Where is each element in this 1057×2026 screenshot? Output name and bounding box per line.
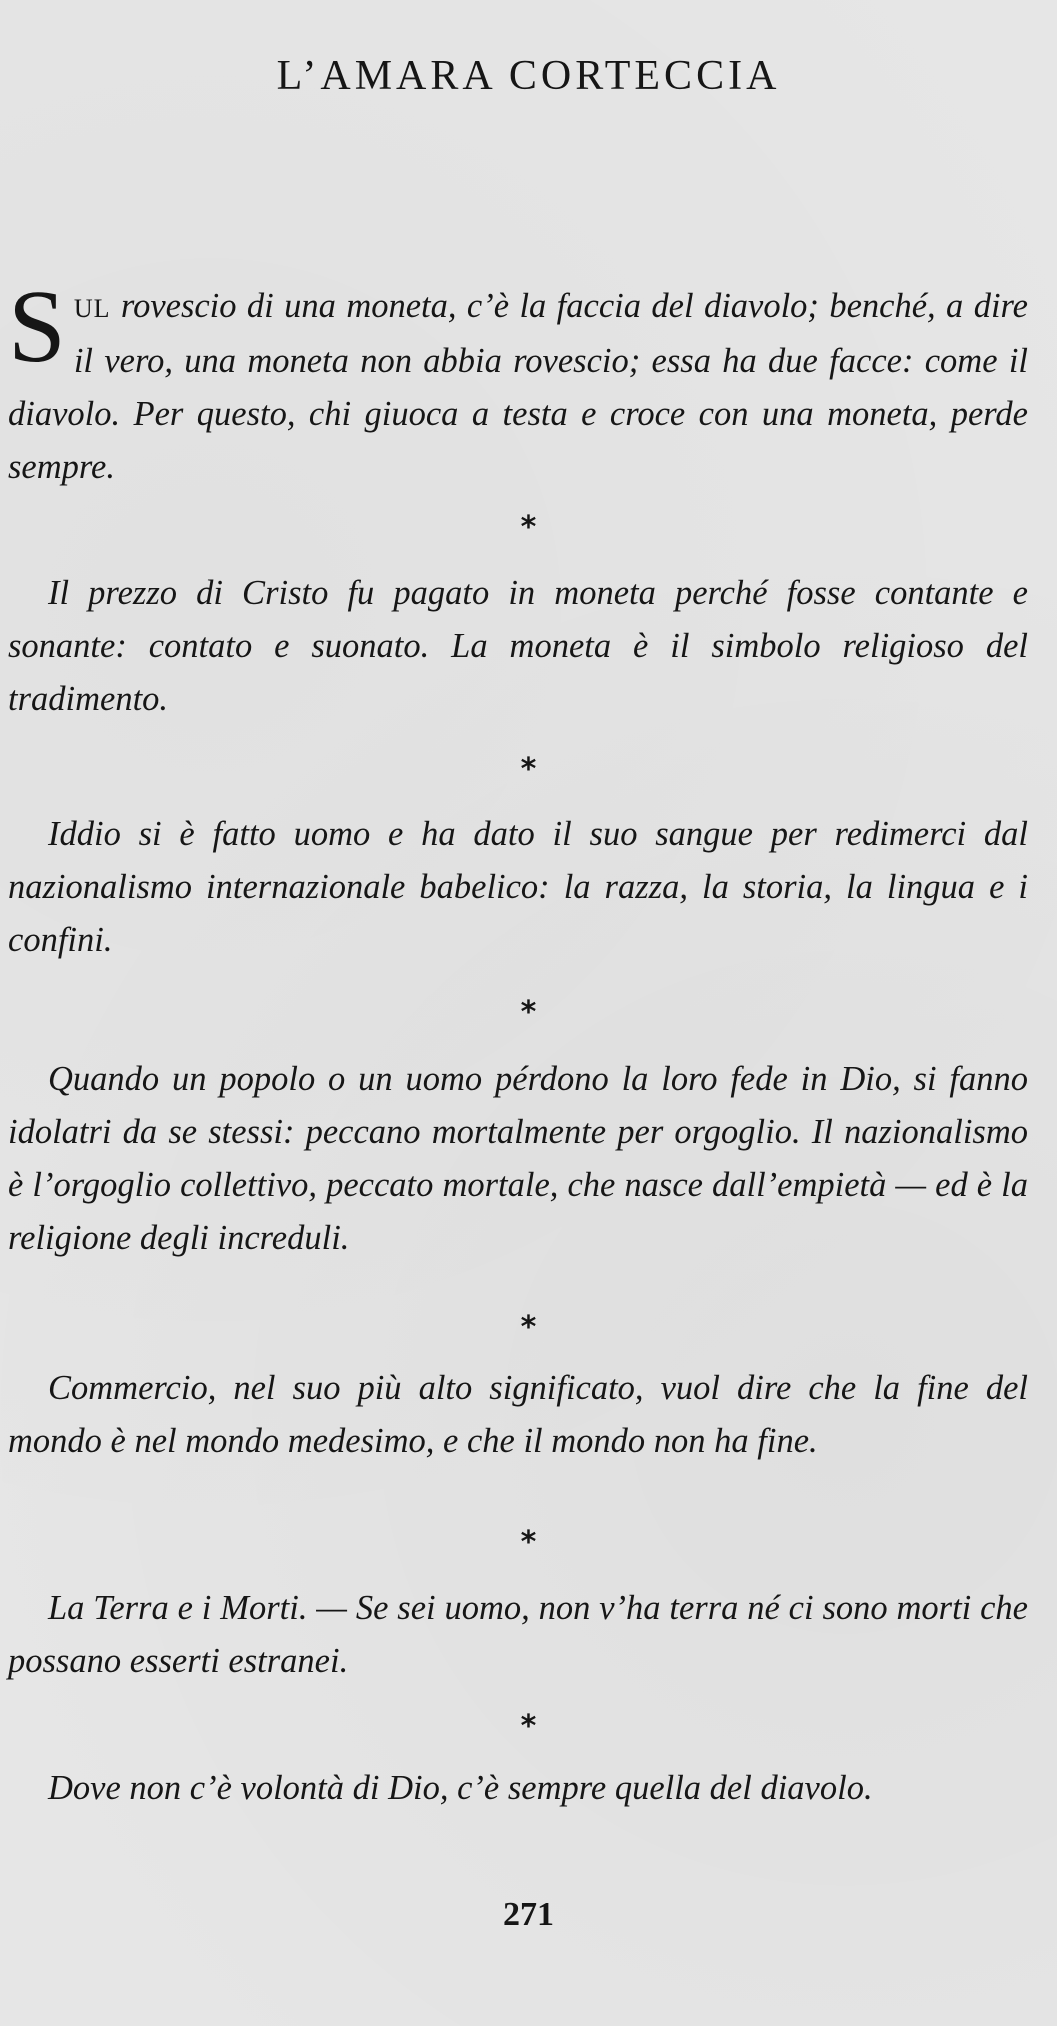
separator-asterisk: * [520,1310,537,1345]
paragraph-3: Iddio si è fatto uomo e ha dato il suo sangue per redimerci dal nazionalismo internazionale babelico: la razza, la storia, la lingua e i confini. [8,815,1028,959]
separator-asterisk: * [520,752,537,787]
page-title: L’AMARA CORTECCIA [276,53,781,99]
paragraph-7: Dove non c’è volontà di Dio, c’è sempre quella del diavolo. [48,1769,873,1807]
page-number: 271 [503,1896,554,1933]
paragraph-6: La Terra e i Morti. — Se sei uomo, non v’ha terra né ci sono morti che possano esserti estranei. [8,1589,1028,1680]
separator-asterisk: * [520,1525,537,1560]
paragraph-1-text: rovescio di una moneta, c’è la faccia del diavolo; benché, a dire il vero, una moneta non abbia rovescio; essa ha due facce: come il diavolo. Per questo, chi giuoca a testa e croce con una moneta, perde sempre. [8,287,1028,486]
paragraph-2: Il prezzo di Cristo fu pagato in moneta perché fosse contante e sonante: contato e suonato. La moneta è il simbolo religioso del tradimento. [8,574,1028,718]
separator-asterisk: * [520,510,537,545]
paragraph-1 [8,269,1028,494]
paragraph-4: Quando un popolo o un uomo pérdono la loro fede in Dio, si fanno idolatri da se stessi: peccano mortalmente per orgoglio. Il nazionalismo è l’orgoglio collettivo, peccato mortale, che nasce dall’empietà — ed è la religione degli increduli. [8,1060,1028,1257]
separator-asterisk: * [520,1709,537,1744]
paragraph-1-small-caps: UL [73,294,111,323]
paragraph-5: Commercio, nel suo più alto significato, vuol dire che la fine del mondo è nel mondo medesimo, e che il mondo non ha fine. [8,1369,1028,1460]
separator-asterisk: * [520,995,537,1030]
drop-cap: S [8,269,66,384]
